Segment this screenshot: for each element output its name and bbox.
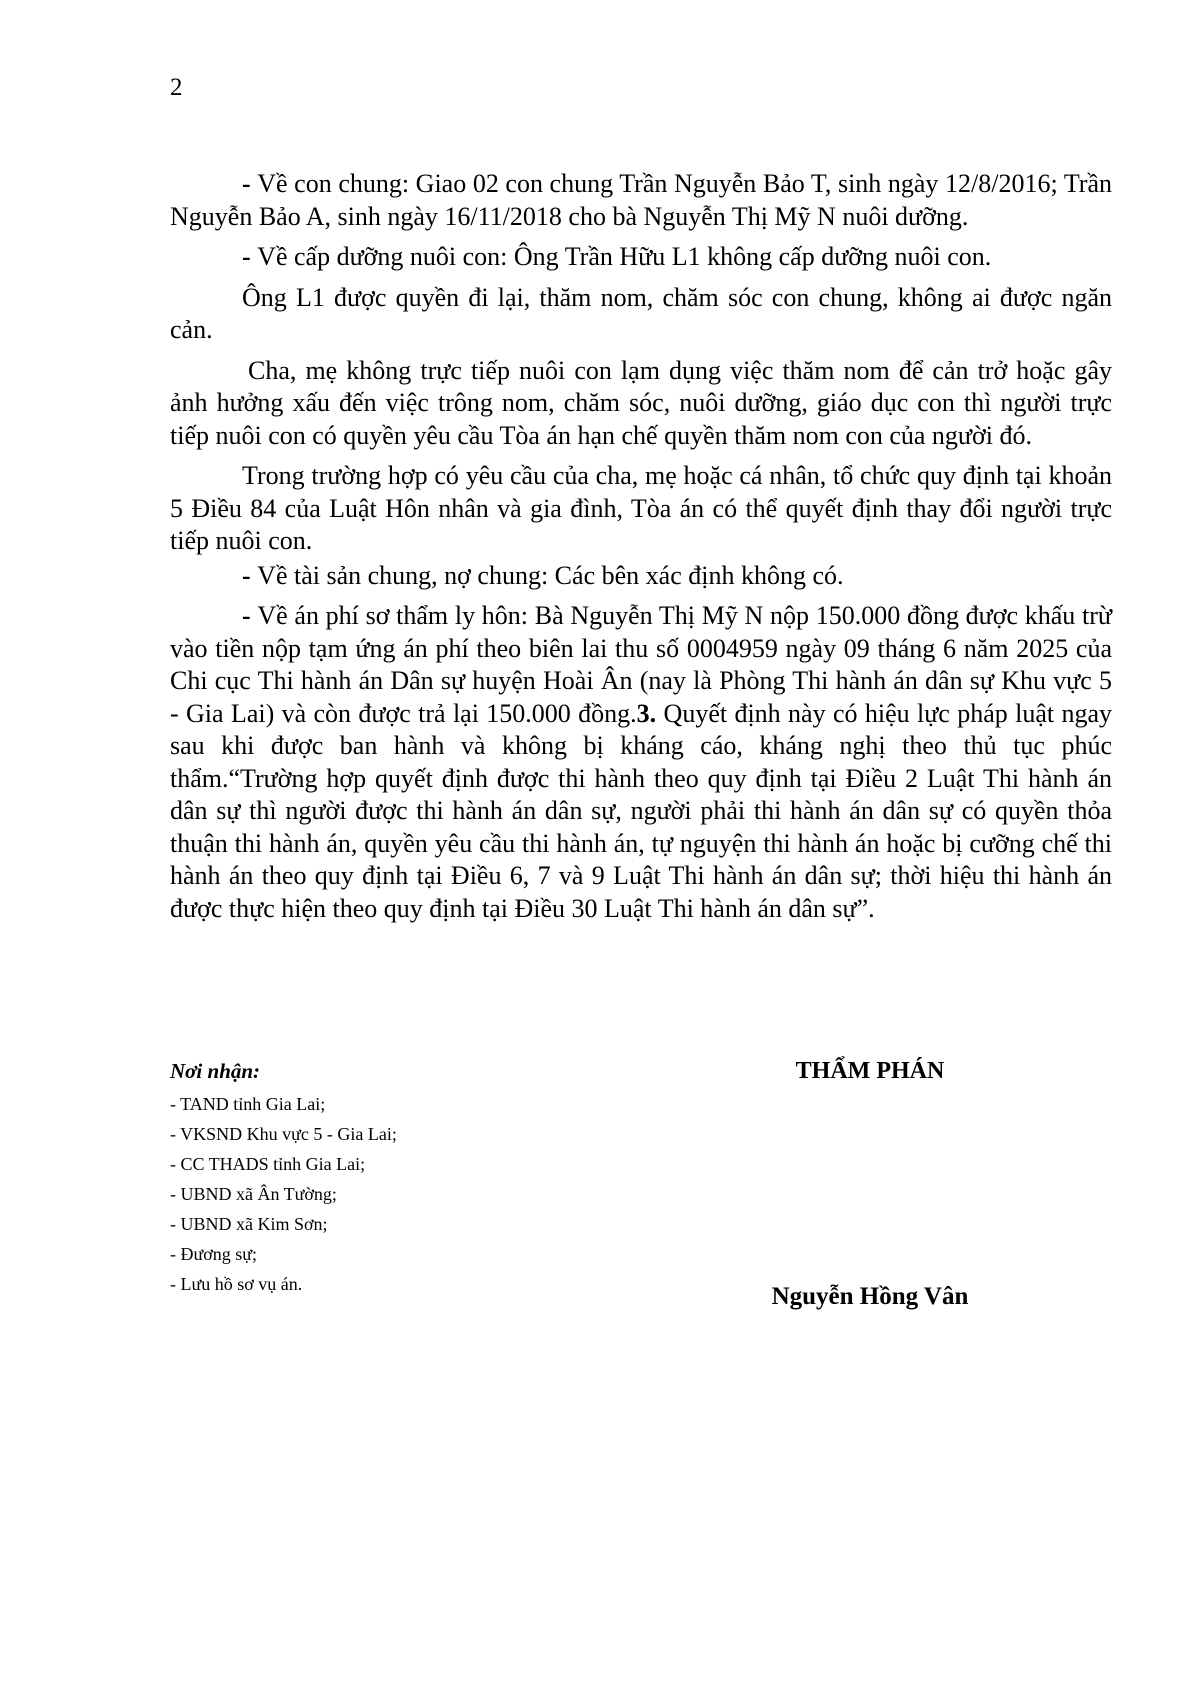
paragraph-dash: - (242, 560, 258, 590)
paragraph-child-support (170, 241, 1112, 274)
section-number: 3. (636, 698, 657, 728)
paragraph-common-property (170, 560, 1112, 593)
recipients-block (170, 1056, 590, 1299)
paragraph-custody-change: Trong trường hợp có yêu cầu của cha, mẹ hoặc cá nhân, tổ chức quy định tại khoản 5 Điều 84 của Luật Hôn nhân và gia đình, Tòa án có thể quyết định thay đổi người trực tiếp nuôi con. (170, 461, 1112, 555)
decision-body (170, 168, 1112, 925)
paragraph-children-custody (170, 168, 1112, 233)
paragraph-dash: - (242, 242, 258, 271)
recipient-item: - CC THADS tỉnh Gia Lai; (170, 1154, 366, 1174)
paragraph-court-fee (170, 600, 1112, 925)
recipient-item: - TAND tỉnh Gia Lai; (170, 1094, 326, 1114)
recipient-item: - VKSND Khu vực 5 - Gia Lai; (170, 1124, 397, 1144)
page-number: 2 (170, 74, 183, 101)
signer-name: Nguyễn Hồng Vân (771, 1283, 969, 1310)
paragraph-dash: - (242, 601, 258, 630)
recipient-item: - UBND xã Ân Tường; (170, 1184, 337, 1204)
signature-title: THẨM PHÁN (795, 1058, 945, 1084)
paragraph-visitation-limit: Cha, mẹ không trực tiếp nuôi con lạm dụng việc thăm nom để cản trở hoặc gây ảnh hưởng xấu đến việc trông nom, chăm sóc, nuôi dưỡng, giáo dục con thì người trực tiếp nuôi con có quyền yêu cầu Tòa án hạn chế quyền thăm nom con của người đó. (170, 355, 1112, 450)
paragraph-text: Về cấp dưỡng nuôi con: Ông Trần Hữu L1 không cấp dưỡng nuôi con. (257, 242, 992, 271)
recipients-heading: Nơi nhận: (170, 1059, 261, 1083)
recipient-item: - Đương sự; (170, 1244, 258, 1264)
recipients-list (170, 1089, 590, 1299)
recipient-item: - UBND xã Kim Sơn; (170, 1214, 328, 1234)
paragraph-dash: - (242, 169, 258, 198)
paragraph-text: Về con chung: Giao 02 con chung Trần Nguyễn Bảo T, sinh ngày 12/8/2016; Trần Nguyễn Bảo A, sinh ngày 16/11/2018 cho bà Nguyễn Thị Mỹ N nuôi dưỡng. (170, 169, 1112, 231)
paragraph-text: Về tài sản chung, nợ chung: Các bên xác định không có. (257, 560, 844, 590)
recipient-item: - Lưu hồ sơ vụ án. (170, 1274, 303, 1294)
paragraph-visitation-right: Ông L1 được quyền đi lại, thăm nom, chăm sóc con chung, không ai được ngăn cản. (170, 282, 1112, 344)
section-text: Quyết định này có hiệu lực pháp luật ngay sau khi được ban hành và không bị kháng cáo, kháng nghị theo thủ tục phúc thẩm.“Trường hợp quyết định được thi hành theo quy định tại Điều 2 Luật Thi hành án dân sự thì người được thi hành án dân sự, người phải thi hành án dân sự có quyền thỏa thuận thi hành án, quyền yêu cầu thi hành án, tự nguyện thi hành án hoặc bị cưỡng chế thi hành án theo quy định tại Điều 6, 7 và 9 Luật Thi hành án dân sự; thời hiệu thi hành án được thực hiện theo quy định tại Điều 30 Luật Thi hành án dân sự”. (170, 698, 1112, 923)
paragraph-text: Về án phí sơ thẩm ly hôn: Bà Nguyễn Thị Mỹ N nộp 150.000 đồng được khấu trừ vào tiền nộp tạm ứng án phí theo biên lai thu số 0004959 ngày 09 tháng 6 năm 2025 của Chi cục Thi hành án Dân sự huyện Hoài Ân (nay là Phòng Thi hành án dân sự Khu vực 5 - Gia Lai) và còn được trả lại 150.000 đồng. (170, 601, 1112, 728)
